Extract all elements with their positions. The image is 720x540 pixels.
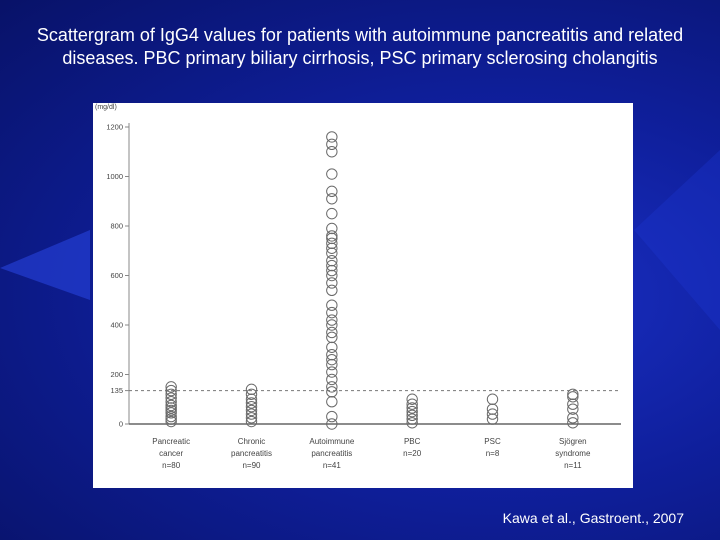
y-tick-label: 200 <box>110 370 123 379</box>
group-label: Sjögren <box>559 437 587 446</box>
group-label: PSC <box>484 437 501 446</box>
data-point <box>327 411 337 421</box>
group-label: n=8 <box>485 449 500 458</box>
group-label: cancer <box>159 449 184 458</box>
data-point <box>327 132 337 142</box>
y-tick-label: 600 <box>110 271 123 280</box>
group-label: Pancreatic <box>152 437 191 446</box>
data-point <box>327 397 337 407</box>
y-tick-label: 135 <box>110 386 123 396</box>
group-label: n=41 <box>322 461 341 470</box>
group-label: PBC <box>403 437 421 446</box>
y-tick-label: 1000 <box>106 172 123 181</box>
group-label: Chronic <box>237 437 266 446</box>
data-point <box>568 389 578 399</box>
citation: Kawa et al., Gastroent., 2007 <box>502 510 684 526</box>
group-label: syndrome <box>555 449 591 458</box>
data-point <box>327 208 337 218</box>
group-label: Autoimmune <box>309 437 355 446</box>
chart-panel <box>93 103 633 488</box>
group-label: n=90 <box>242 461 261 470</box>
y-axis-unit-label: (mg/dl) <box>95 104 117 111</box>
group-label: n=11 <box>564 461 582 470</box>
group-label: n=20 <box>403 449 422 458</box>
data-point <box>327 186 337 196</box>
data-point <box>568 392 578 402</box>
scattergram <box>93 103 633 488</box>
data-point <box>327 223 337 233</box>
data-point <box>327 342 337 352</box>
data-point <box>327 169 337 179</box>
y-tick-label: 1200 <box>106 122 123 132</box>
group-label: pancreatitis <box>231 449 272 458</box>
data-point <box>487 394 497 404</box>
slide-title: Scattergram of IgG4 values for patients with autoimmune pancreatitis and related diseases. PBC primary biliary cirrhosis, PSC primary sclerosing cholangitis <box>36 25 684 68</box>
group-label: pancreatitis <box>311 449 353 458</box>
group-label: n=80 <box>162 461 181 470</box>
data-point <box>327 300 337 310</box>
y-tick-label: 800 <box>110 221 123 231</box>
y-tick-label: 400 <box>110 320 123 330</box>
y-tick-label: 0 <box>118 419 123 429</box>
